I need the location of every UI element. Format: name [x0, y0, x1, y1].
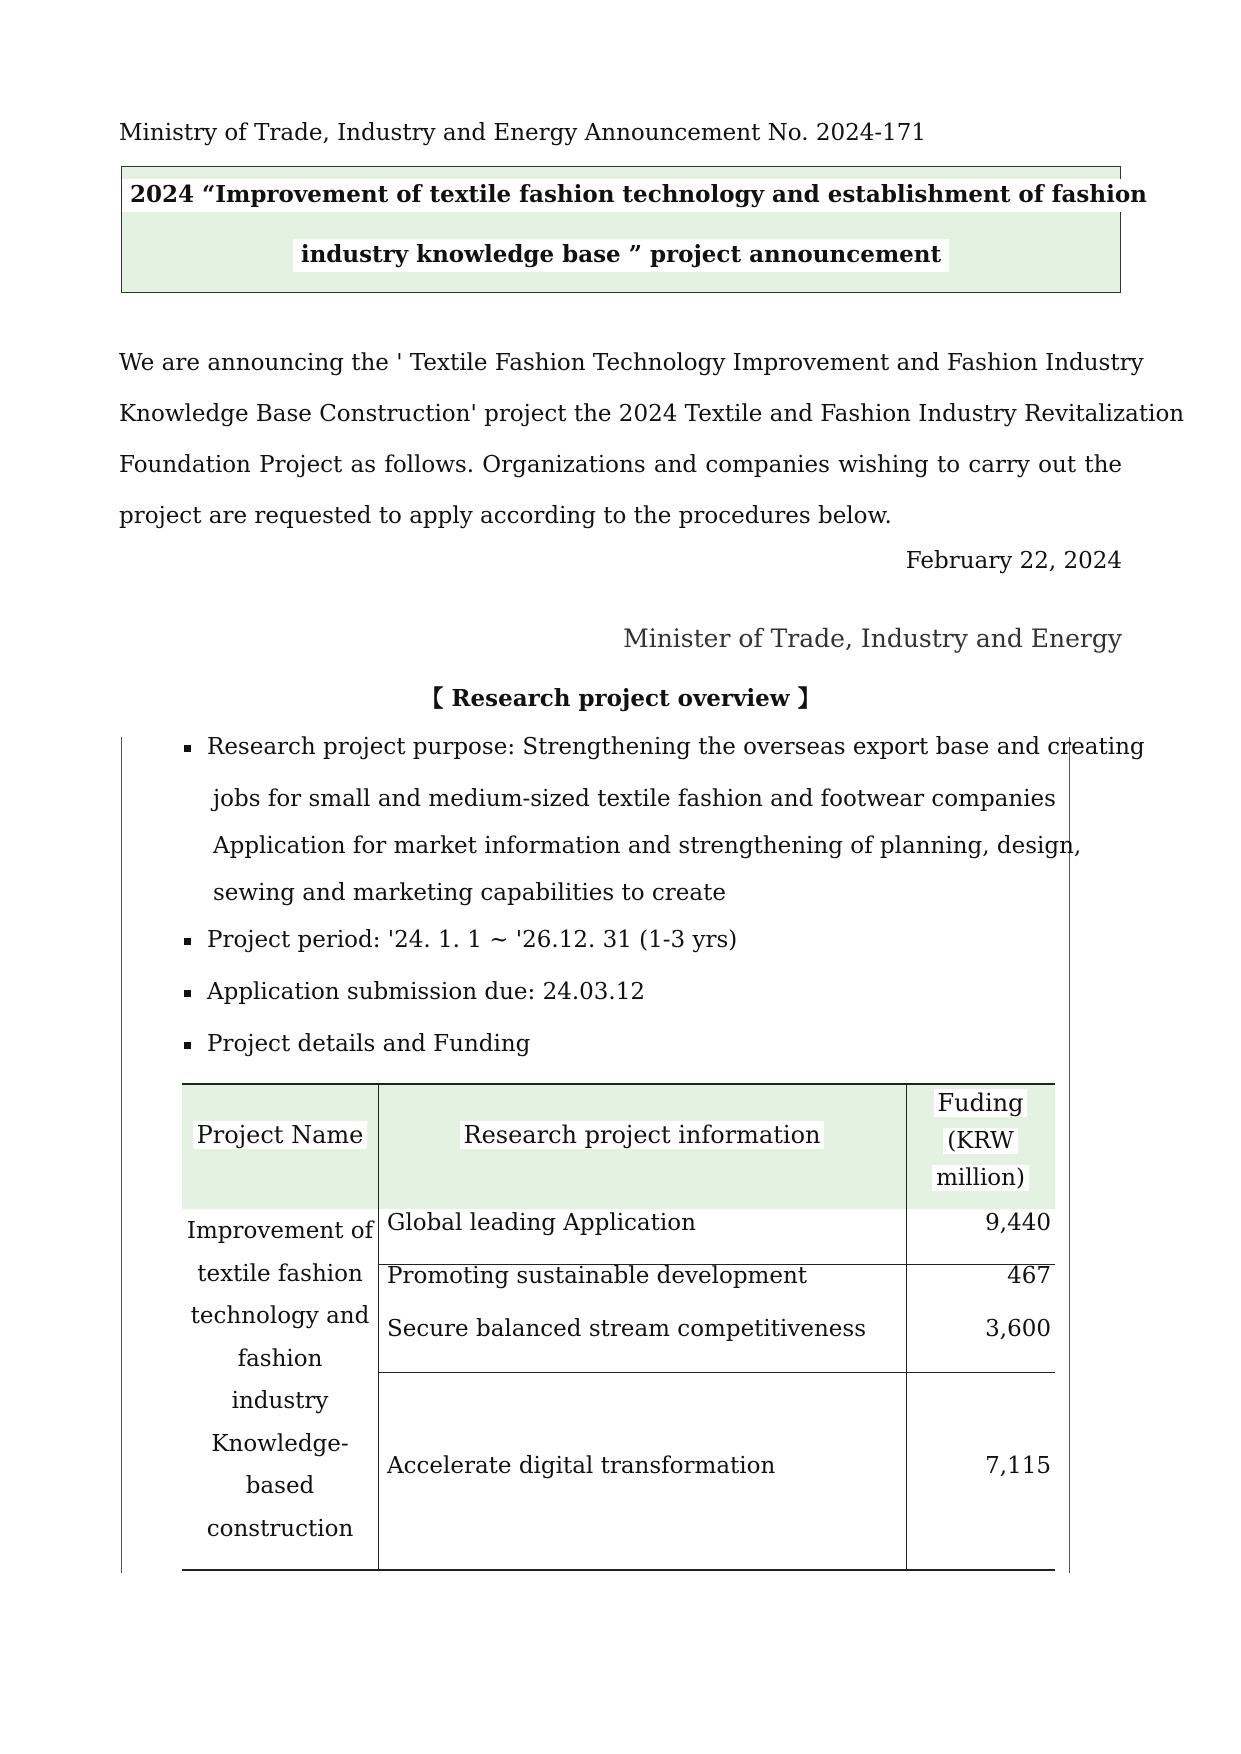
project-name-line: fashion — [237, 1345, 323, 1372]
project-name-cell — [182, 1210, 378, 1550]
project-name-line: textile fashion — [197, 1260, 363, 1287]
funding-table — [182, 1083, 1055, 1571]
bullet-icon — [184, 1042, 191, 1049]
intro-line: We are announcing the ' Textile Fashion Technology Improvement and Fashion Industry — [119, 350, 1144, 376]
row-divider — [378, 1372, 1055, 1373]
signatory: Minister of Trade, Industry and Energy — [623, 624, 1122, 653]
bullet-icon — [184, 745, 191, 752]
column-divider — [378, 1083, 379, 1571]
bullet-icon — [184, 990, 191, 997]
table-row-info: Secure balanced stream competitiveness — [387, 1316, 867, 1342]
announcement-number: Ministry of Trade, Industry and Energy Announcement No. 2024-171 — [119, 120, 927, 146]
project-name-line: technology and — [190, 1303, 370, 1329]
column-divider — [906, 1083, 907, 1571]
intro-paragraph — [119, 345, 1185, 549]
header-project-info: Research project information — [378, 1121, 906, 1149]
project-name-line: Improvement of — [186, 1218, 374, 1244]
purpose-line: sewing and marketing capabilities to create — [213, 880, 726, 906]
table-row-funding: 3,600 — [985, 1316, 1051, 1342]
bullet-icon — [184, 938, 191, 945]
frame-right-border — [1069, 737, 1070, 1573]
header-funding-unit: million) — [906, 1165, 1055, 1191]
table-row-info: Accelerate digital transformation — [387, 1453, 776, 1479]
project-name-line: Knowledge- — [211, 1430, 349, 1457]
announcement-date: February 22, 2024 — [905, 548, 1122, 574]
header-funding: Fuding — [906, 1089, 1055, 1117]
project-name-line: industry — [231, 1388, 329, 1414]
title-box — [121, 166, 1147, 293]
title-line-1: 2024 “Improvement of textile fashion technology and establishment of fashion — [122, 181, 1120, 208]
project-name-line: construction — [206, 1515, 354, 1542]
project-period: Project period: '24. 1. 1 ~ '26.12. 31 (1-3 yrs) — [207, 927, 738, 953]
table-bottom-border — [182, 1569, 1055, 1571]
intro-line: project are requested to apply according to the procedures below. — [119, 503, 892, 529]
table-row-info: Promoting sustainable development — [387, 1263, 808, 1289]
submission-due: Application submission due: 24.03.12 — [207, 979, 645, 1005]
overview-title: 【 Research project overview 】 — [420, 685, 821, 712]
purpose-line: jobs for small and medium-sized textile fashion and footwear companies — [213, 786, 1056, 812]
intro-line: Knowledge Base Construction' project the 2024 Textile and Fashion Industry Revitalization — [119, 401, 1185, 427]
header-project-name: Project Name — [182, 1121, 378, 1149]
details-heading: Project details and Funding — [207, 1031, 531, 1057]
header-funding-unit: (KRW — [906, 1128, 1055, 1154]
project-name-line: based — [245, 1473, 315, 1499]
intro-line: Foundation Project as follows. Organizations and companies wishing to carry out the — [119, 452, 1122, 478]
table-row-funding: 467 — [1007, 1263, 1051, 1289]
purpose-line: Application for market information and strengthening of planning, design, — [213, 833, 1082, 859]
table-row-funding: 9,440 — [985, 1210, 1051, 1236]
table-row-funding: 7,115 — [985, 1453, 1051, 1479]
frame-left-border — [121, 737, 122, 1573]
table-row-info: Global leading Application — [387, 1210, 696, 1236]
purpose-line: Research project purpose: Strengthening the overseas export base and creating — [207, 734, 1145, 760]
table-top-border — [182, 1083, 1055, 1085]
title-line-2: industry knowledge base ” project announcement — [122, 241, 1120, 268]
